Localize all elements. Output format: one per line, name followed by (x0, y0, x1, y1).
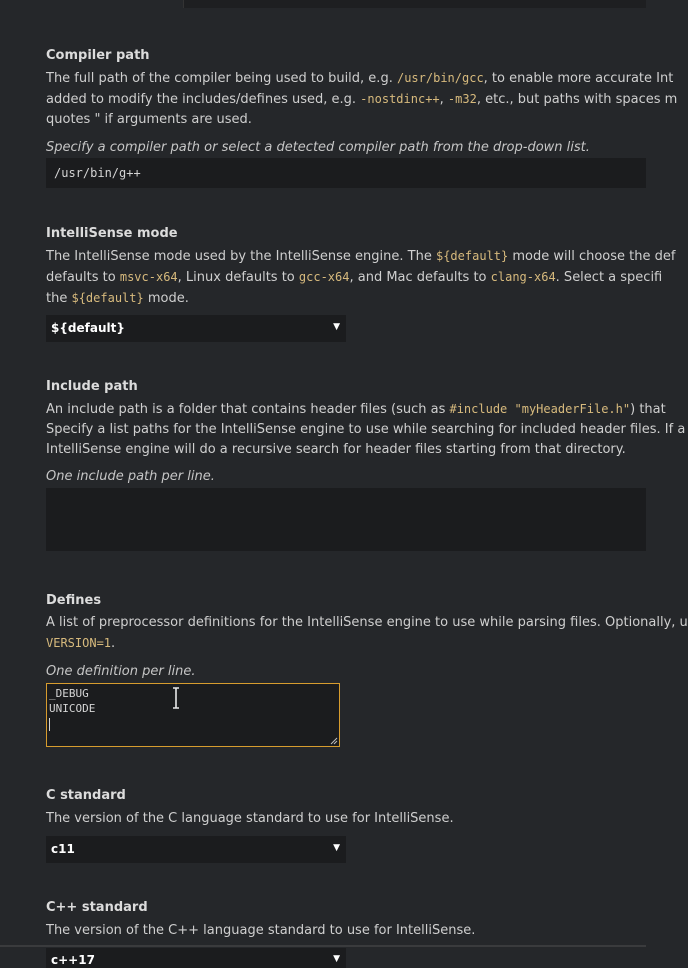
include-path-hint: One include path per line. (46, 469, 215, 484)
code-span: msvc-x64 (119, 270, 178, 284)
include-path-textarea[interactable] (46, 488, 646, 551)
desc-text: , and Mac defaults to (349, 270, 491, 285)
compiler-path-input[interactable] (46, 158, 646, 188)
c-standard-title: C standard (46, 788, 126, 803)
intellisense-mode-select[interactable] (46, 315, 346, 342)
compiler-path-title: Compiler path (46, 48, 150, 63)
desc-text: . Select a specifi (555, 270, 663, 285)
desc-text: , etc., but paths with spaces m (476, 92, 678, 107)
defines-textarea[interactable] (46, 683, 340, 747)
code-span: gcc-x64 (298, 270, 350, 284)
intellisense-mode-title: IntelliSense mode (46, 226, 178, 241)
compiler-path-hint: Specify a compiler path or select a detected compiler path from the drop-down list. (46, 140, 590, 155)
intellisense-mode-section (46, 226, 676, 309)
code-span: #include "myHeaderFile.h" (449, 402, 631, 416)
define-line: UNICODE (49, 702, 96, 715)
compiler-path-description (46, 68, 678, 130)
desc-text: added to modify the includes/defines used, e.g. (46, 92, 361, 107)
cpp-standard-section (46, 900, 666, 941)
top-tab-strip (183, 0, 646, 8)
desc-text: . (111, 636, 116, 651)
desc-text: , (439, 92, 448, 107)
chevron-down-icon: ▼ (333, 954, 340, 964)
desc-text: Specify a list paths for the IntelliSense engine to use while searching for included header files. If a (46, 422, 686, 437)
compiler-path-value: /usr/bin/g++ (54, 166, 141, 180)
intellisense-mode-selected: ${default} (51, 321, 125, 335)
text-caret (49, 716, 95, 731)
desc-text: the (46, 291, 72, 306)
desc-text: mode will choose the def (508, 249, 676, 264)
top-bar (0, 0, 646, 8)
define-line: _DEBUG (49, 687, 89, 700)
code-span: ${default} (435, 249, 509, 263)
desc-text: A list of preprocessor definitions for the IntelliSense engine to use while parsing files. Optionally, u (46, 615, 688, 630)
code-span: -nostdinc++ (360, 92, 440, 106)
c-standard-section (46, 788, 666, 829)
resize-handle-icon[interactable] (330, 737, 338, 745)
chevron-down-icon: ▼ (333, 322, 340, 332)
desc-text: The IntelliSense mode used by the IntelliSense engine. The (46, 249, 436, 264)
desc-text: , Linux defaults to (177, 270, 299, 285)
cpp-standard-selected: c++17 (51, 953, 95, 967)
defines-section (46, 593, 688, 682)
desc-text: ) that (630, 402, 666, 417)
include-path-title: Include path (46, 379, 138, 394)
defines-lines (49, 686, 95, 731)
defines-title: Defines (46, 593, 102, 608)
code-span: -m32 (447, 92, 477, 106)
c-standard-description: The version of the C language standard to use for IntelliSense. (46, 811, 454, 826)
horizontal-divider (0, 945, 646, 947)
compiler-path-section (46, 48, 678, 158)
c-standard-selected: c11 (51, 842, 75, 856)
text-cursor-icon (173, 687, 179, 709)
defines-description (46, 613, 688, 654)
code-span: VERSION=1 (46, 636, 112, 650)
cpp-standard-description: The version of the C++ language standard to use for IntelliSense. (46, 923, 476, 938)
desc-text: quotes " if arguments are used. (46, 112, 252, 127)
chevron-down-icon: ▼ (333, 843, 340, 853)
cpp-standard-select[interactable] (46, 948, 346, 968)
desc-text: IntelliSense engine will do a recursive search for header files starting from that directory. (46, 442, 626, 457)
desc-text: An include path is a folder that contains header files (such as (46, 402, 450, 417)
code-span: ${default} (71, 291, 144, 305)
include-path-description (46, 399, 686, 460)
include-path-section (46, 379, 686, 487)
desc-text: The full path of the compiler being used to build, e.g. (46, 71, 397, 86)
intellisense-mode-description (46, 246, 676, 309)
desc-text: , to enable more accurate Int (483, 71, 674, 86)
desc-text: defaults to (46, 270, 120, 285)
desc-text: mode. (143, 291, 189, 306)
code-span: /usr/bin/gcc (396, 71, 484, 85)
defines-hint: One definition per line. (46, 664, 196, 679)
code-span: clang-x64 (490, 270, 556, 284)
c-standard-select[interactable] (46, 836, 346, 863)
cpp-standard-title: C++ standard (46, 900, 148, 915)
